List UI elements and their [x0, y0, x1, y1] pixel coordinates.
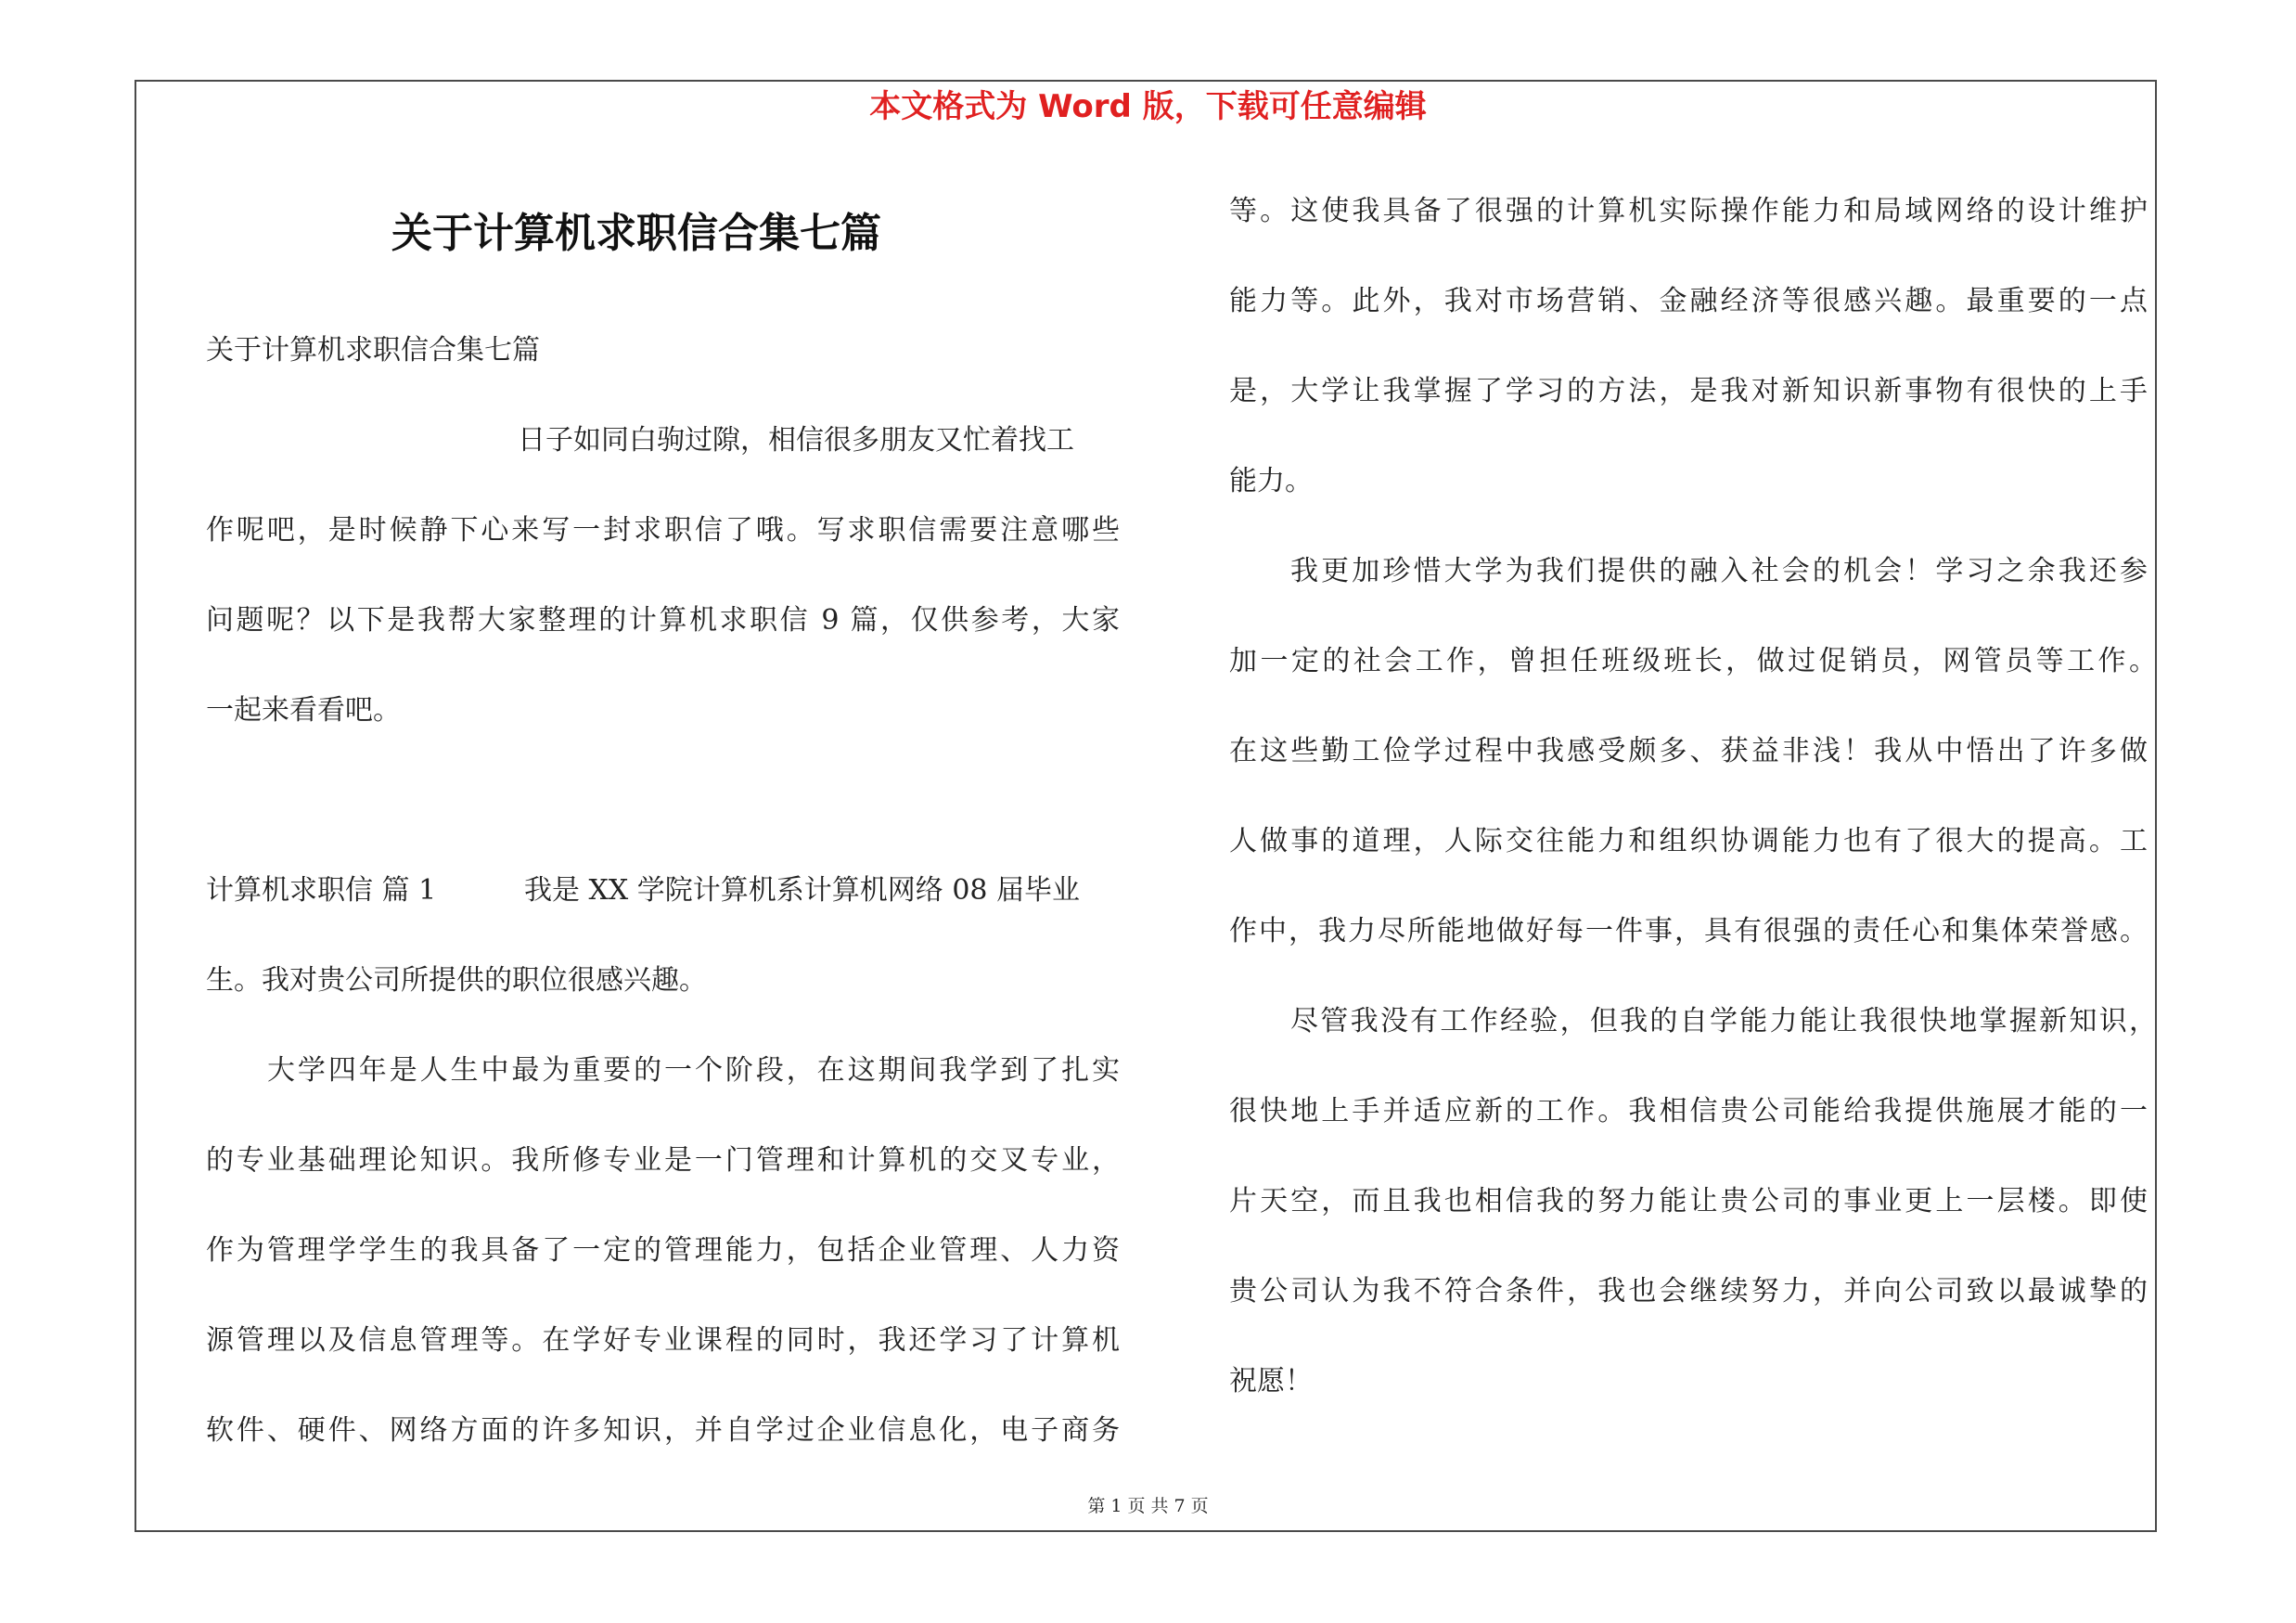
body-line: 我是 XX 学院计算机系计算机网络 08 届毕业 — [524, 874, 1081, 907]
body-line: 的专业基础理论知识。我所修专业是一门管理和计算机的交叉专业， — [206, 1144, 1120, 1177]
body-line: 日子如同白驹过隙，相信很多朋友又忙着找工 — [518, 424, 1074, 457]
body-line: 问题呢？以下是我帮大家整理的计算机求职信 9 篇，仅供参考，大家 — [206, 604, 1120, 637]
body-line: 能力等。此外，我对市场营销、金融经济等很感兴趣。最重要的一点 — [1229, 285, 2148, 317]
body-line: 源管理以及信息管理等。在学好专业课程的同时，我还学习了计算机 — [206, 1324, 1120, 1357]
body-line: 等。这使我具备了很强的计算机实际操作能力和局域网络的设计维护 — [1229, 195, 2148, 227]
body-line: 祝愿！ — [1229, 1365, 1313, 1398]
body-line: 生。我对贵公司所提供的职位很感兴趣。 — [206, 964, 707, 997]
body-line: 人做事的道理，人际交往能力和组织协调能力也有了很大的提高。工 — [1229, 825, 2148, 857]
body-line: 很快地上手并适应新的工作。我相信贵公司能给我提供施展才能的一 — [1229, 1095, 2148, 1127]
body-line: 作为管理学学生的我具备了一定的管理能力，包括企业管理、人力资 — [206, 1234, 1120, 1267]
document-title: 关于计算机求职信合集七篇 — [391, 210, 881, 257]
body-line: 尽管我没有工作经验，但我的自学能力能让我很快地掌握新知识， — [1290, 1005, 2157, 1037]
body-line: 一起来看看吧。 — [206, 694, 401, 727]
body-line: 是，大学让我掌握了学习的方法，是我对新知识新事物有很快的上手 — [1229, 375, 2148, 407]
body-line: 作中，我力尽所能地做好每一件事，具有很强的责任心和集体荣誉感。 — [1229, 915, 2148, 947]
body-line: 我更加珍惜大学为我们提供的融入社会的机会！学习之余我还参 — [1290, 555, 2148, 587]
page-number: 第 1 页 共 7 页 — [1087, 1496, 1209, 1516]
body-line: 片天空，而且我也相信我的努力能让贵公司的事业更上一层楼。即使 — [1229, 1185, 2148, 1217]
subtitle-line: 关于计算机求职信合集七篇 — [206, 334, 540, 367]
format-banner: 本文格式为 Word 版，下载可任意编辑 — [869, 88, 1427, 125]
body-line: 贵公司认为我不符合条件，我也会继续努力，并向公司致以最诚挚的 — [1229, 1275, 2148, 1307]
body-line: 作呢吧，是时候静下心来写一封求职信了哦。写求职信需要注意哪些 — [206, 514, 1120, 547]
body-line: 能力。 — [1229, 465, 1313, 497]
body-line: 大学四年是人生中最为重要的一个阶段，在这期间我学到了扎实 — [267, 1054, 1120, 1087]
body-line: 软件、硬件、网络方面的许多知识，并自学过企业信息化，电子商务 — [206, 1414, 1120, 1447]
body-line: 在这些勤工俭学过程中我感受颇多、获益非浅！我从中悟出了许多做 — [1229, 735, 2148, 767]
section-heading: 计算机求职信 篇 1 — [206, 874, 437, 907]
body-line: 加一定的社会工作，曾担任班级班长，做过促销员，网管员等工作。 — [1229, 645, 2157, 677]
